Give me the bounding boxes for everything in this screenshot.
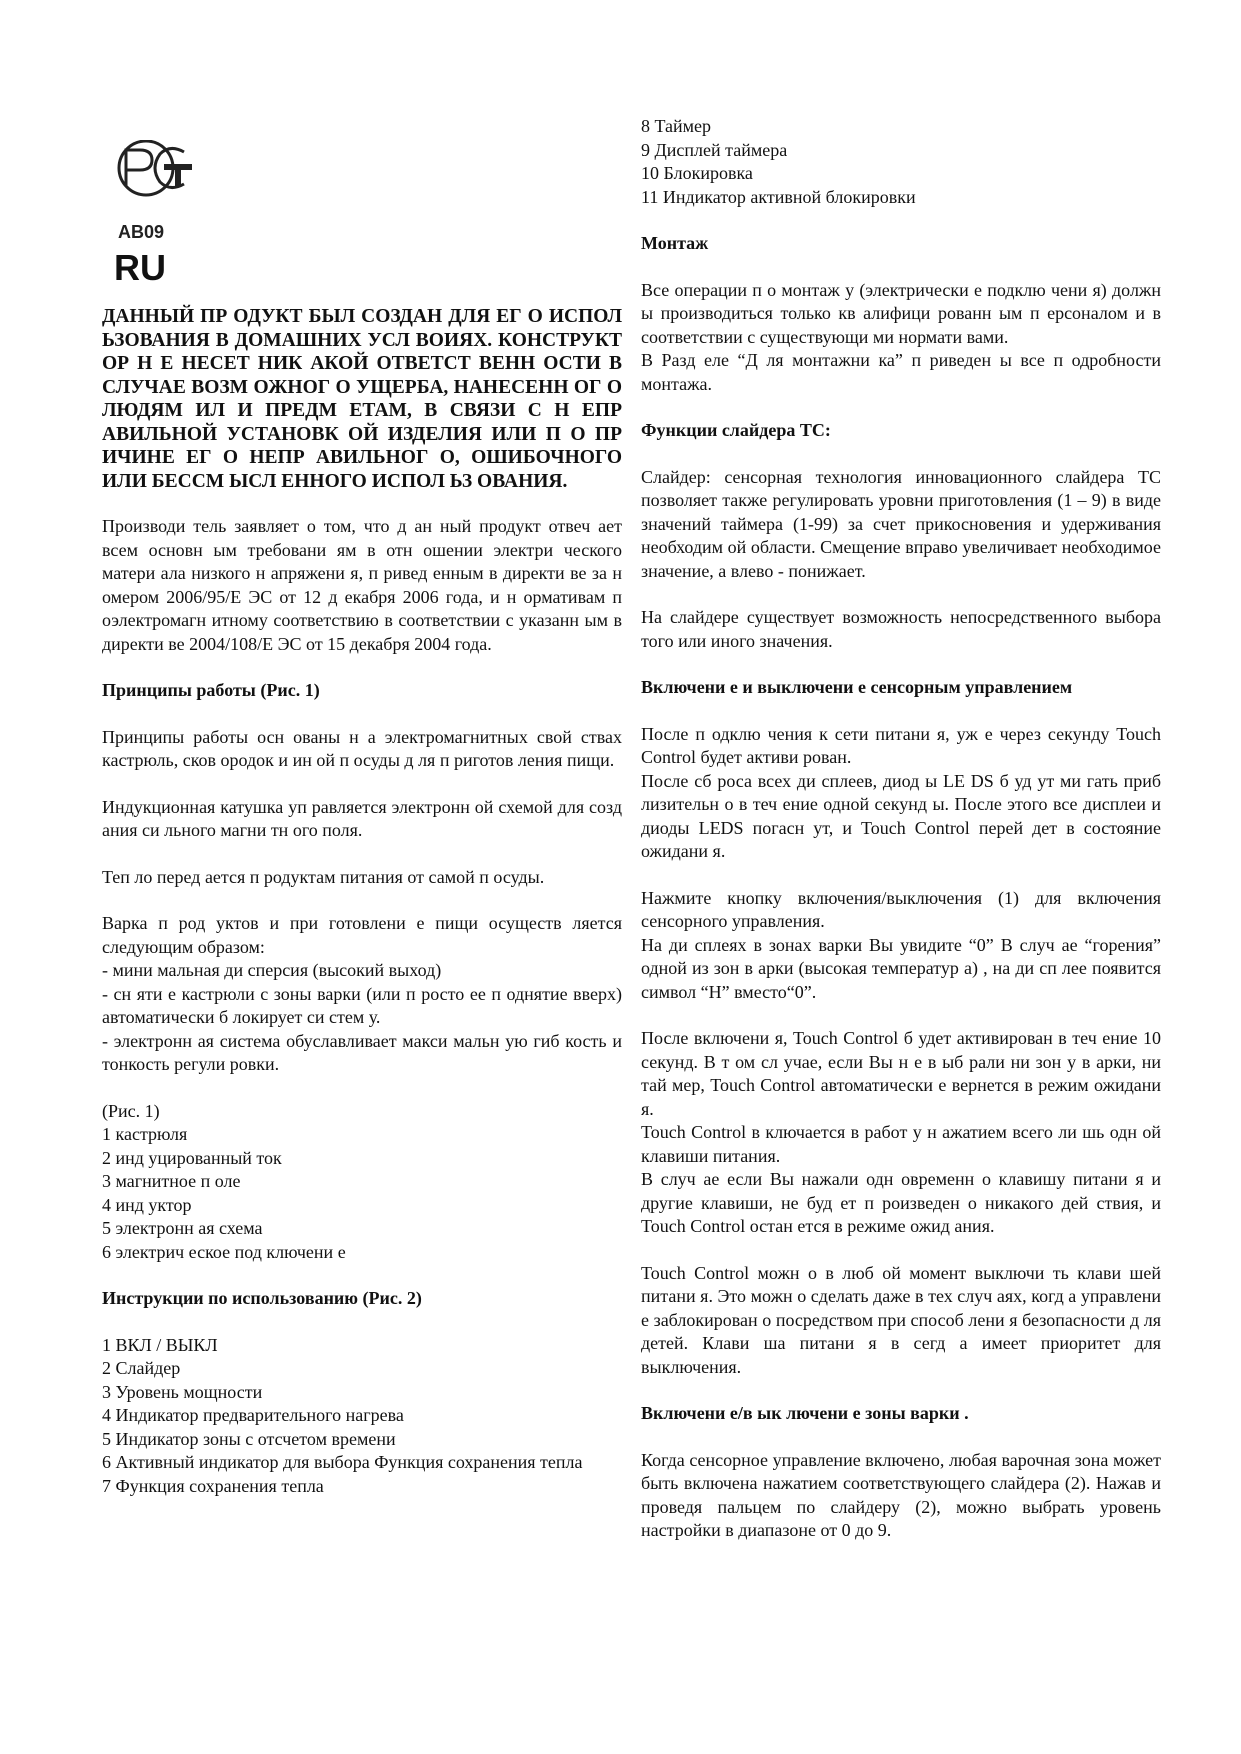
list-item: 6 электрич еское под ключени е xyxy=(102,1241,346,1262)
onoff-paragraph-1: После п одклю чения к сети питани я, уж е через секунду Touch Control будет активи рован. xyxy=(641,723,1161,767)
list-item: 1 кастрюля xyxy=(102,1124,188,1144)
list-item: - мини мальная ди сперсия (высокий выход) xyxy=(102,960,442,980)
list-item: 10 Блокировка xyxy=(641,163,753,183)
list-item: - электронн ая система обуславливает макси мальн ую гиб кость и тонкость регули ровки. xyxy=(102,1030,622,1074)
instructions-heading: Инструкции по использованию (Рис. 2) xyxy=(102,1288,422,1308)
principles-paragraph-2: Индукционная катушка уп равляется электронн ой схемой для созд ания си льного магни тн ого поля. xyxy=(102,796,622,840)
safety-warning: ДАННЫЙ ПР ОДУКТ БЫЛ СОЗДАН ДЛЯ ЕГ О ИСПОЛ ЬЗОВАНИЯ В ДОМАШНИХ УСЛ ВОИЯХ. КОНСТРУКТ ОР Н Е НЕСЕТ НИК АКОЙ ОТВЕТСТ ВЕНН ОСТИ В СЛУЧАЕ ВОЗМ ОЖНОГ О УЩЕРБА, НАНЕСЕНН ОГ О ЛЮДЯМ ИЛ И ПРЕДМ ЕТАМ, В СВЯЗИ С Н ЕПР АВИЛЬНОЙ УСТАНОВК ОЙ ИЗДЕЛИЯ ИЛИ П О ПР ИЧИНЕ ЕГ О НЕПР АВИЛЬНОГ О, ОШИБОЧНОГО ИЛИ БЕССМ ЫСЛ ЕННОГО ИСПОЛ ЬЗ ОВАНИЯ. xyxy=(102,306,622,492)
onoff-paragraph-3: Нажмите кнопку включения/выключения (1) для включения сенсорного управления. xyxy=(641,887,1161,931)
principles-paragraph-3: Теп ло перед ается п родуктам питания от самой п осуды. xyxy=(102,866,545,887)
list-item: 3 магнитное п оле xyxy=(102,1171,241,1191)
principles-paragraph-4: Варка п род уктов и при готовлени е пищи осуществ ляется следующим образом: xyxy=(102,913,622,957)
list-item: 7 Функция сохранения тепла xyxy=(102,1475,324,1496)
onoff-paragraph-6: Touch Control в ключается в работ у н ажатием всего ли шь одн ой клавиши питания. xyxy=(641,1122,1161,1166)
list-item: 11 Индикатор активной блокировки xyxy=(641,186,916,207)
country-code: RU xyxy=(114,247,166,288)
principles-paragraph-1: Принципы работы осн ованы н а электромагнитных свой ствах кастрюль, сков ородок и ин ой п осуды д ля п риготов ления пищи. xyxy=(102,726,622,770)
manufacturer-declaration: Производи тель заявляет о том, что д ан ный продукт отвеч ает всем основн ым требовани ям в отн ошении электри ческого матери ала низкого н апряжени я, п ривед енным в директи ве за н омером 2006/95/Е ЭС от 12 д екабря 2006 года, и н ормативам п оэлектромагн итному соответствию в соответствии с указанн ым в директи ве 2004/108/Е ЭС от 15 декабря 2004 года. xyxy=(102,516,622,654)
onoff-heading: Включени е и выключени е сенсорным управлением xyxy=(641,677,1073,697)
list-item: - сн яти е кастрюли с зоны варки (или п росто ее п однятие вверх) автоматически б локирует си стем у. xyxy=(102,983,622,1027)
left-column xyxy=(102,120,622,1498)
mounting-paragraph-2: В Разд еле “Д ля монтажни ка” п риведен ы все п одробности монтажа. xyxy=(641,350,1161,394)
principles-heading: Принципы работы (Рис. 1) xyxy=(102,680,320,700)
onoff-paragraph-8: Touch Control можн о в люб ой момент выключи ть клави шей питани я. Это можн о сделать даже в тех случ аях, когд а управлени е заблокирован о посредством при способ лени я безопасности д ля детей. Клави ша питани я в сегд а имеет приоритет для выключения. xyxy=(641,1262,1161,1377)
onoff-paragraph-5: После включени я, Touch Control б удет активирован в теч ение 10 секунд. В т ом сл учае, если Вы н е в ыб рали ни зон у в арки, ни тай мер, Touch Control автоматически е вернется в режим ожидани я. xyxy=(641,1028,1161,1119)
list-item: 4 инд уктор xyxy=(102,1194,192,1215)
zone-paragraph-1: Когда сенсорное управление включено, любая варочная зона может быть включена нажатием соответствующего слайдера (2). Нажав и проведя пальцем по слайдеру (2), можно выбрать уровень настройки в диапазоне от 0 до 9. xyxy=(641,1449,1161,1540)
right-column xyxy=(641,115,1161,1543)
list-item: 2 инд уцированный ток xyxy=(102,1147,282,1168)
list-item: 2 Слайдер xyxy=(102,1358,181,1378)
list-item: 6 Активный индикатор для выбора Функция сохранения тепла xyxy=(102,1452,583,1472)
mounting-paragraph-1: Все операции п о монтаж у (электрически е подклю чени я) должн ы производиться только кв алифици рованн ым п ерсоналом и в соответствии с существующи ми нормати вами. xyxy=(641,279,1161,347)
mounting-heading: Монтаж xyxy=(641,233,709,253)
slider-paragraph-2: На слайдере существует возможность непосредственного выбора того или иного значения. xyxy=(641,607,1161,651)
onoff-paragraph-2: После сб роса всех ди сплеев, диод ы LE DS б уд ут ми гать приб лизительн о в теч ение одной секунд ы. После этого все дисплеи и диоды LEDS погасн ут, и Touch Control перей дет в состояние ожидани я. xyxy=(641,770,1161,861)
list-item: 5 электронн ая схема xyxy=(102,1218,263,1238)
list-item: 9 Дисплей таймера xyxy=(641,139,788,160)
onoff-paragraph-4: На ди сплеях в зонах варки Вы увидите “0” В случ ае “горения” одной из зон в арки (высокая температур а) , на ди сп лее появится символ “Н” вместо“0”. xyxy=(641,934,1161,1002)
zone-heading: Включени е/в ык лючени е зоны варки . xyxy=(641,1403,969,1423)
list-item: 3 Уровень мощности xyxy=(102,1381,263,1402)
slider-heading: Функции слайдера ТС: xyxy=(641,420,831,440)
list-item: 4 Индикатор предварительного нагрева xyxy=(102,1405,404,1425)
figure-1-title: (Рис. 1) xyxy=(102,1100,160,1121)
onoff-paragraph-7: В случ ае если Вы нажали одн овременн о клавишу питани я и другие клавиши, не буд ет п роизведен о никакого дей ствия, и Touch Control остан ется в режиме ожид ания. xyxy=(641,1169,1161,1236)
list-item: 8 Таймер xyxy=(641,116,712,136)
list-item: 5 Индикатор зоны с отсчетом времени xyxy=(102,1428,396,1449)
mark-code: AB09 xyxy=(118,222,165,242)
list-item: 1 ВКЛ / ВЫКЛ xyxy=(102,1334,218,1355)
certification-logo xyxy=(102,120,622,305)
slider-paragraph-1: Слайдер: сенсорная технология инновационного слайдера ТС позволяет также регулировать уровни приготовления (1 – 9) в виде значений таймера (1-99) за счет прикосновения и удерживания необходим ой области. Смещение вправо увеличивает необходимое значение, а влево - понижает. xyxy=(641,466,1161,581)
gost-certification-mark-icon xyxy=(108,140,218,290)
